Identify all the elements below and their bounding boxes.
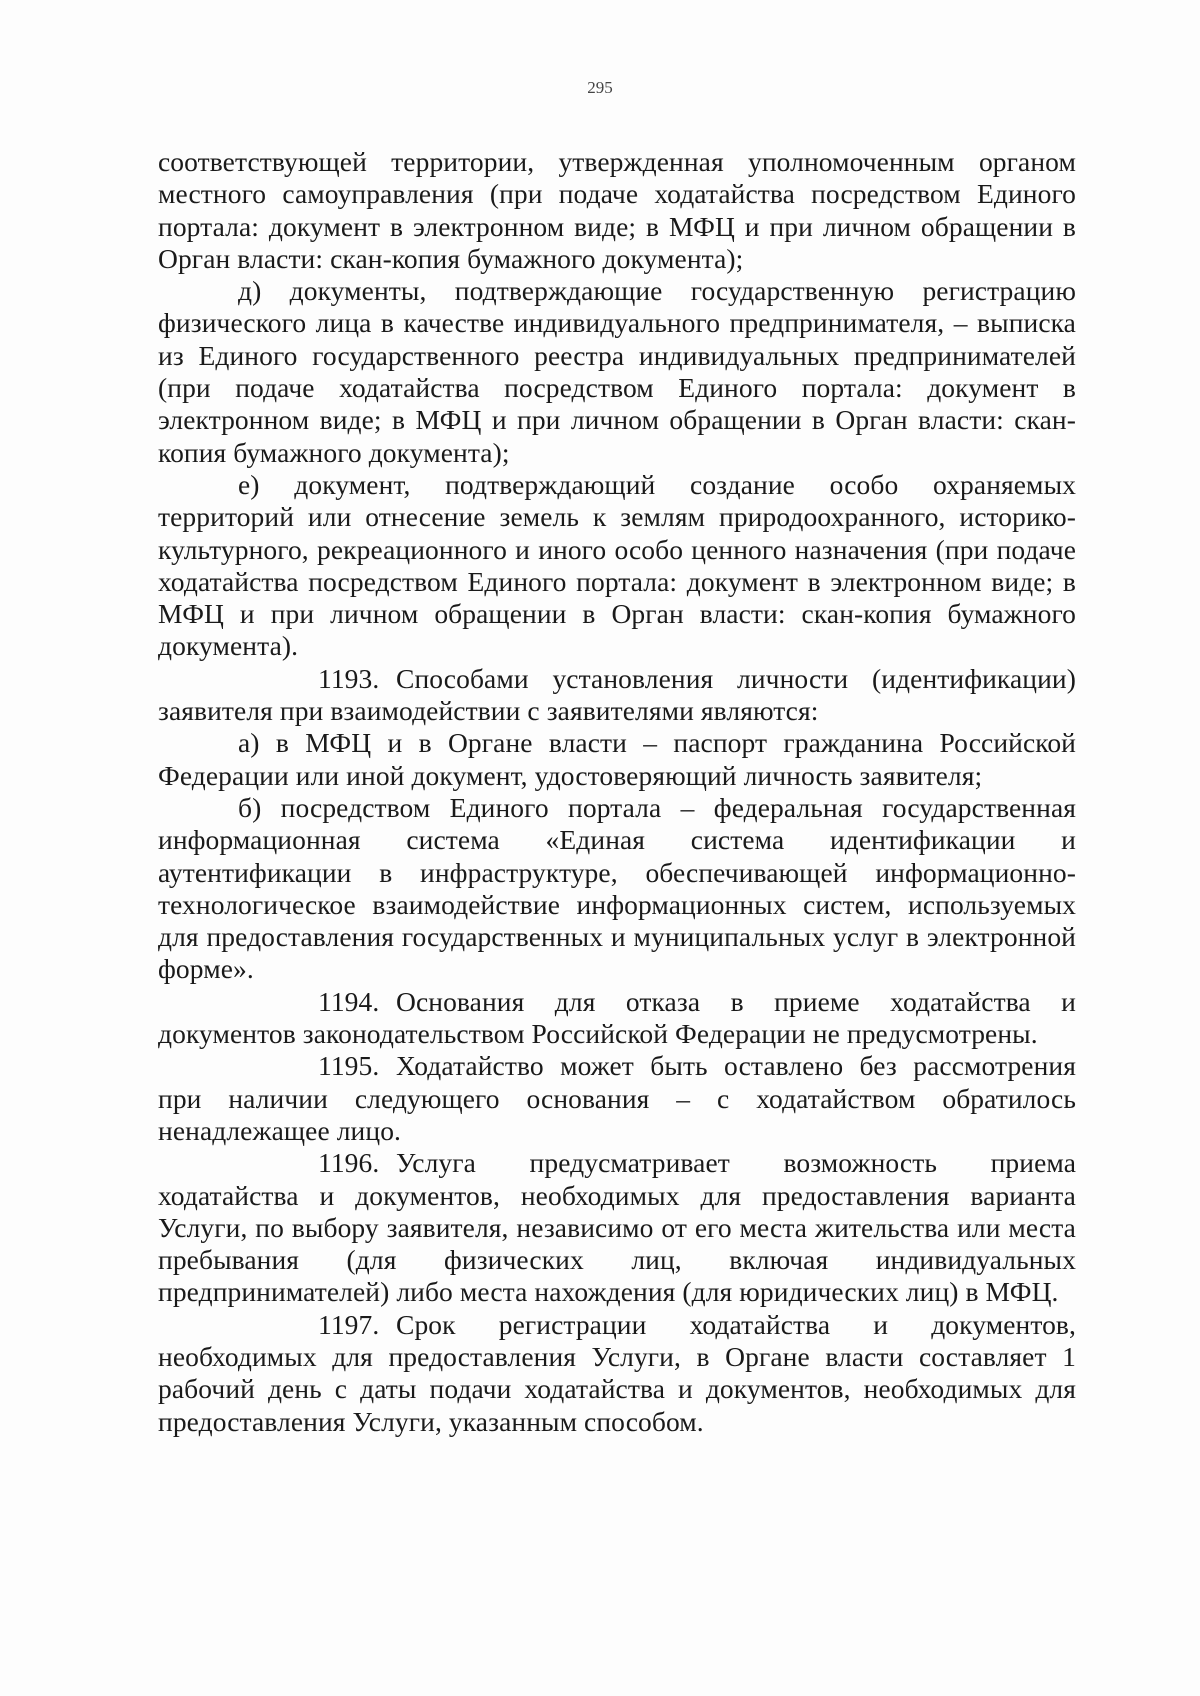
- clause-number: 1194.: [318, 985, 380, 1017]
- paragraph-1193: [158, 663, 1076, 728]
- paragraph-continuation: соответствующей территории, утвержденная уполномоченным органом местного самоуправления (при подаче ходатайства посредством Единого портала: документ в электронном виде; в МФЦ и при личном обращении в Орган власти: скан-копия бумажного документа);: [158, 146, 1076, 274]
- paragraph-1195: [158, 1050, 1076, 1147]
- paragraph-1196: [158, 1147, 1076, 1308]
- page-number: 295: [587, 78, 613, 97]
- paragraph-item-d: д) документы, подтверждающие государственную регистрацию физического лица в качестве индивидуального предпринимателя, – выписка из Единого государственного реестра индивидуальных предпринимателей (при подаче ходатайства посредством Единого портала: документ в электронном виде; в МФЦ и при личном обращении в Орган власти: скан-копия бумажного документа);: [158, 275, 1076, 468]
- clause-text: Услуга предусматривает возможность приема ходатайства и документов, необходимых для предоставления варианта Услуги, по выбору заявителя, независимо от его места жительства или места пребывания (для физических лиц, включая индивидуальных предпринимателей) либо места нахождения (для юридических лиц) в МФЦ.: [158, 1147, 1076, 1308]
- paragraph-item-e: е) документ, подтверждающий создание особо охраняемых территорий или отнесение земель к землям природоохранного, историко-культурного, рекреационного и иного особо ценного назначения (при подаче ходатайства посредством Единого портала: документ в электронном виде; в МФЦ и при личном обращении в Орган власти: скан-копия бумажного документа).: [158, 468, 1076, 662]
- clause-text: Ходатайство может быть оставлено без рассмотрения при наличии следующего основания – с ходатайством обратилось ненадлежащее лицо.: [158, 1050, 1076, 1146]
- clause-number: 1193.: [318, 662, 380, 694]
- paragraph-1194: [158, 986, 1076, 1051]
- paragraph-1197: [158, 1309, 1076, 1438]
- clause-text: Основания для отказа в приеме ходатайства и документов законодательством Российской Федерации не предусмотрены.: [158, 985, 1076, 1050]
- paragraph-item-a: а) в МФЦ и в Органе власти – паспорт гражданина Российской Федерации или иной документ, удостоверяющий личность заявителя;: [158, 727, 1076, 791]
- clause-number: 1195.: [318, 1050, 380, 1082]
- clause-text: Срок регистрации ходатайства и документов, необходимых для предоставления Услуги, в Органе власти составляет 1 рабочий день с даты подачи ходатайства и документов, необходимых для предоставления Услуги, указанным способом.: [158, 1308, 1076, 1437]
- clause-text: Способами установления личности (идентификации) заявителя при взаимодействии с заявителями являются:: [158, 662, 1076, 727]
- clause-number: 1196.: [318, 1147, 380, 1179]
- document-body: [158, 146, 1076, 1438]
- paragraph-item-b: б) посредством Единого портала – федеральная государственная информационная система «Единая система идентификации и аутентификации в инфраструктуре, обеспечивающей информационно-технологическое взаимодействие информационных систем, используемых для предоставления государственных и муниципальных услуг в электронной форме».: [158, 791, 1076, 985]
- clause-number: 1197.: [318, 1308, 380, 1340]
